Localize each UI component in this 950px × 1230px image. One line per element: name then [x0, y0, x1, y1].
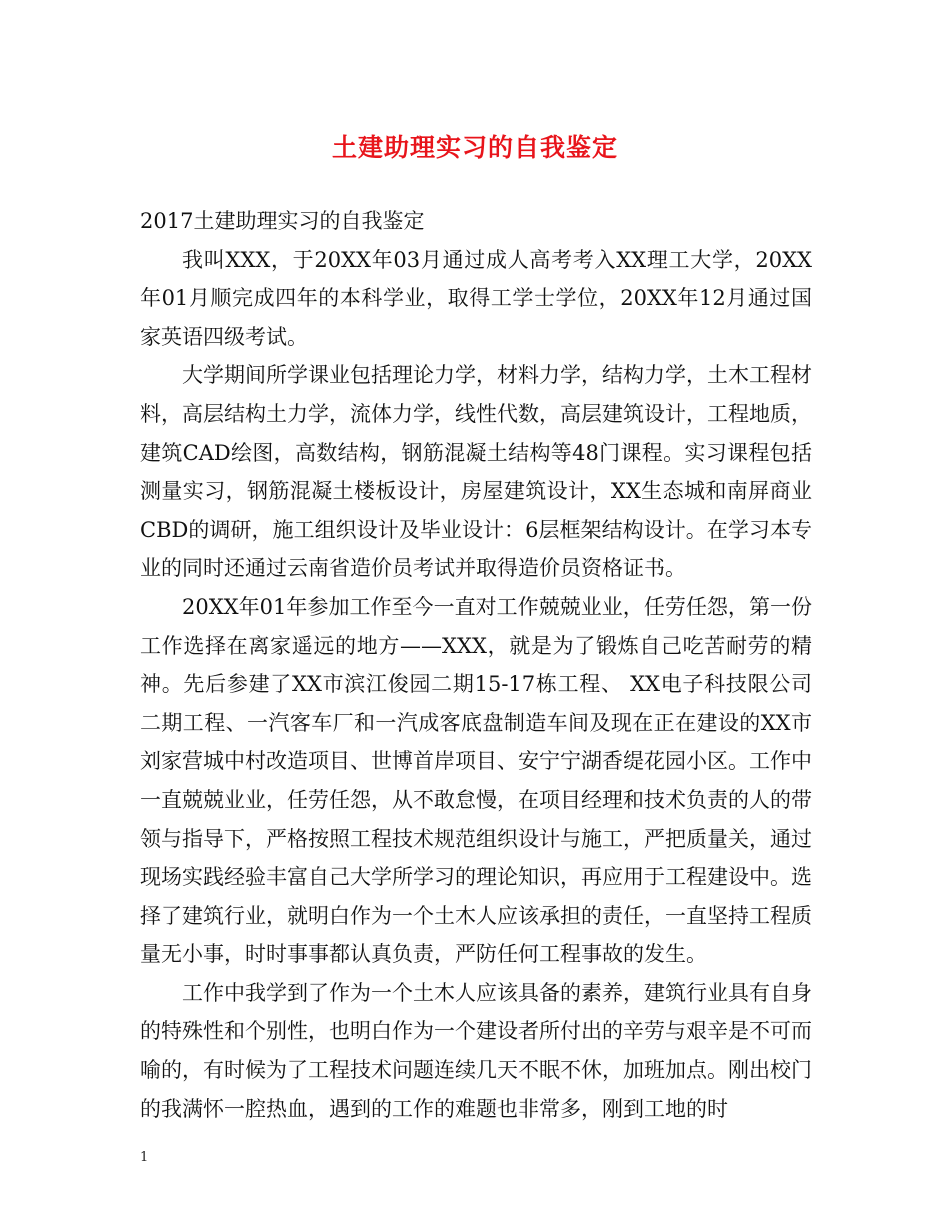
document-body: [140, 202, 812, 1128]
paragraph-3: 20XX年01年参加工作至今一直对工作兢兢业业，任劳任怨，第一份工作选择在离家遥远的地方——XXX，就是为了锻炼自己吃苦耐劳的精神。先后参建了XX市滨江俊园二期15-17栋工程、 XX电子科技限公司二期工程、一汽客车厂和一汽成客底盘制造车间及现在正在建设的XX市刘家营城中村改造项目、世博首岸项目、安宁宁湖香缇花园小区。工作中一直兢兢业业，任劳任怨，从不敢怠慢，在项目经理和技术负责的人的带领与指导下，严格按照工程技术规范组织设计与施工，严把质量关，通过现场实践经验丰富自己大学所学习的理论知识，再应用于工程建设中。选择了建筑行业，就明白作为一个土木人应该承担的责任，一直坚持工程质量无小事，时时事事都认真负责，严防任何工程事故的发生。: [140, 594, 812, 967]
document-subtitle: 2017土建助理实习的自我鉴定: [140, 209, 425, 233]
paragraph-2: 大学期间所学课业包括理论力学，材料力学，结构力学，土木工程材料，高层结构土力学，流体力学，线性代数，高层建筑设计，工程地质，建筑CAD绘图，高数结构，钢筋混凝土结构等48门课程。实习课程包括测量实习，钢筋混凝土楼板设计，房屋建筑设计，XX生态城和南屏商业CBD的调研，施工组织设计及毕业设计：6层框架结构设计。在学习本专业的同时还通过云南省造价员考试并取得造价员资格证书。: [140, 363, 812, 581]
paragraph-1: 我叫XXX，于20XX年03月通过成人高考考入XX理工大学，20XX年01月顺完成四年的本科学业，取得工学士学位，20XX年12月通过国家英语四级考试。: [140, 247, 812, 349]
paragraph-4: 工作中我学到了作为一个土木人应该具备的素养，建筑行业具有自身的特殊性和个别性，也明白作为一个建设者所付出的辛劳与艰辛是不可而喻的，有时候为了工程技术问题连续几天不眠不休，加班加点。刚出校门的我满怀一腔热血，遇到的工作的难题也非常多，刚到工地的时: [140, 980, 812, 1121]
page-number: 1: [140, 1150, 149, 1165]
document-title: 土建助理实习的自我鉴定: [331, 133, 618, 162]
